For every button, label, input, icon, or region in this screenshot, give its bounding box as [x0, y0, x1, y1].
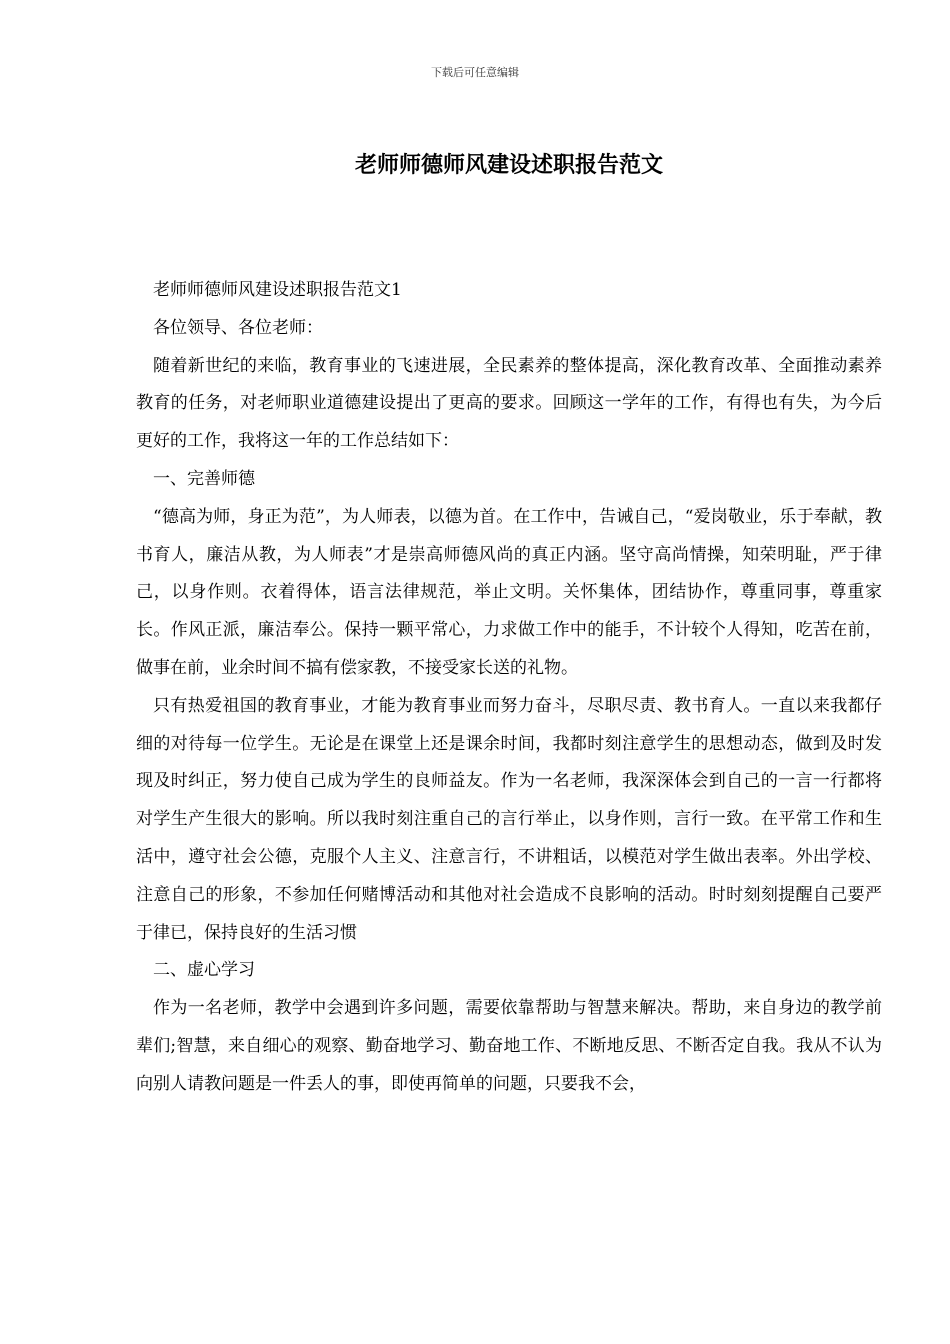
section-heading: 二、虚心学习	[153, 960, 255, 981]
salutation: 各位领导、各位老师：	[153, 317, 323, 338]
header-note: 下载后可任意编辑	[431, 66, 519, 79]
body-paragraph: “德高为师，身正为范”，为人师表，以德为首。在工作中，告诫自己，“爱岗敬业，乐于奉献，教书育人，廉洁从教，为人师表”才是崇高师德风尚的真正内涵。坚守高尚情操，知荣明耻，严于律己，以身作则。衣着得体，语言法律规范，举止文明。关怀集体，团结协作，尊重同事，尊重家长。作风正派，廉洁奉公。保持一颗平常心，力求做工作中的能手，不计较个人得知，吃苦在前，做事在前，业余时间不搞有偿家教，不接受家长送的礼物。	[136, 506, 882, 678]
document-title: 老师师德师风建设述职报告范文	[354, 153, 663, 178]
document-body	[136, 272, 882, 1104]
body-paragraph: 只有热爱祖国的教育事业，才能为教育事业而努力奋斗，尽职尽责、教书育人。一直以来我都仔细的对待每一位学生。无论是在课堂上还是课余时间，我都时刻注意学生的思想动态，做到及时发现及时纠正，努力使自己成为学生的良师益友。作为一名老师，我深深体会到自己的一言一行都将对学生产生很大的影响。所以我时刻注重自己的言行举止，以身作则，言行一致。在平常工作和生活中，遵守社会公德，克服个人主义、注意言行，不讲粗话，以模范对学生做出表率。外出学校、注意自己的形象，不参加任何赌博活动和其他对社会造成不良影响的活动。时时刻刻提醒自己要严于律已，保持良好的生活习惯	[136, 695, 882, 943]
section-heading: 一、完善师德	[153, 468, 255, 489]
section-heading: 老师师德师风建设述职报告范文1	[153, 280, 402, 300]
body-paragraph: 作为一名老师，教学中会遇到许多问题，需要依靠帮助与智慧来解决。帮助，来自身边的教学前辈们;智慧，来自细心的观察、勤奋地学习、勤奋地工作、不断地反思、不断否定自我。我从不认为向别人请教问题是一件丢人的事，即使再简单的问题，只要我不会，	[136, 998, 882, 1094]
body-paragraph: 随着新世纪的来临，教育事业的飞速进展，全民素养的整体提高，深化教育改革、全面推动素养教育的任务，对老师职业道德建设提出了更高的要求。回顾这一学年的工作，有得也有失，为今后更好的工作，我将这一年的工作总结如下：	[136, 355, 882, 452]
